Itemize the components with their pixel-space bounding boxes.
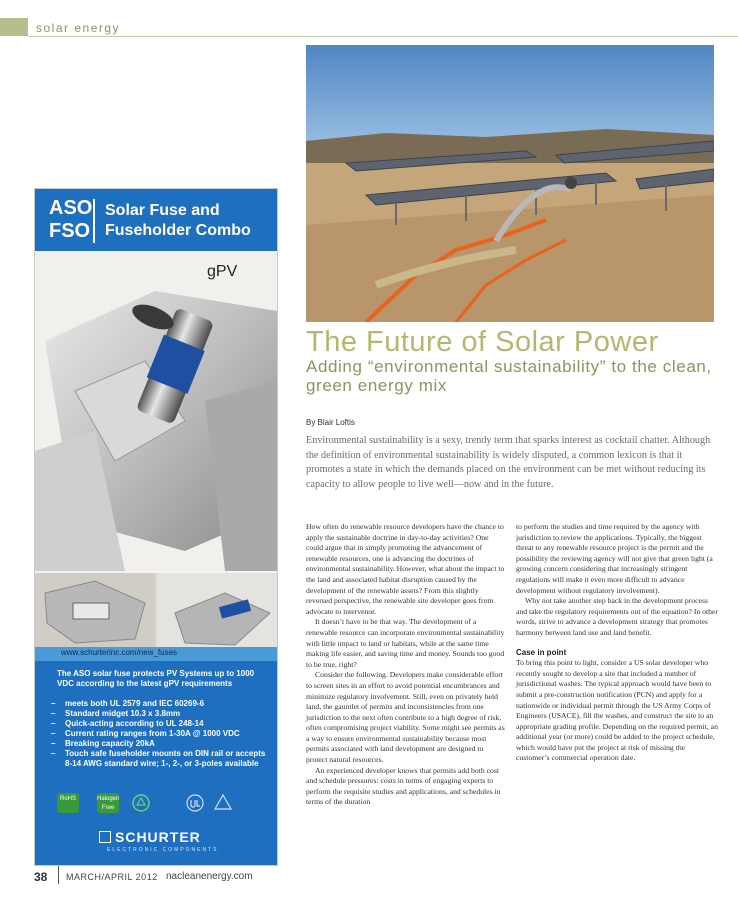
ad-feature-item: – meets both UL 2579 and IEC 60269-6 [51, 699, 271, 709]
body-paragraph: To bring this point to light, consider a US solar developer who recently sought to develop a site that included a number of jurisdictional washes. The typical approach would have been to submit a pre-construction notification (PCN) and apply for a nationwide or individual permit through the US Army Corps of Engineers (USACE), fill the washes, and construct the site to an appropriate grading profile. Depending on the required permit, an additional year (or more) could be added to the project schedule, which would have put the project at risk of missing the customer’s commercial operation date. [516, 658, 718, 763]
ad-url-link[interactable]: www.schurterinc.com/new_fuses [61, 648, 178, 657]
ad-aso-label: ASO [49, 197, 93, 219]
body-paragraph: Why not take another step back in the development process and take the regulatory requirements out of the equation? In other words, strive to advance a development strategy that promotes harmony between land use and land benefit. [516, 596, 718, 637]
rohs-badge: RoHS [57, 793, 79, 813]
ad-feature-list [51, 699, 271, 769]
schurter-logo-mark-icon [99, 831, 111, 843]
article-column-1 [306, 522, 506, 808]
page-number: 38 [34, 870, 48, 884]
schurter-advertisement[interactable] [34, 188, 278, 866]
ad-title [105, 201, 251, 241]
brand-subtitle: ELECTRONIC COMPONENTS [107, 847, 219, 853]
body-paragraph: It doesn’t have to be that way. The development of a renewable resource can incorporate environmental sustainability with little impact to land or habitats, while at the same time making life easier, and saving time and money. Sounds too good to be true, right? [306, 617, 505, 669]
article-column-2 [516, 522, 718, 764]
schurter-logo [99, 829, 201, 845]
article-title: The Future of Solar Power [306, 326, 659, 358]
ad-fso-label: FSO [49, 220, 91, 242]
ad-feature-item: – Standard midget 10.3 x 3.8mm [51, 709, 271, 719]
ad-feature-item: – Current rating ranges from 1-30A @ 1000 VDC [51, 729, 271, 739]
fuseholder-photos [35, 573, 277, 649]
header-rule [28, 36, 738, 37]
ad-gpv-label: gPV [207, 263, 238, 280]
article-intro: Environmental sustainability is a sexy, trendy term that sparks interest as cocktail chatter. Although the definition of environmental sustainability is widely disputed, a common lexicon is that it promotes a state in which the demands placed on the environment can be met without reducing its capacity to allow people to live well—now and in the future. [306, 435, 711, 490]
ul-mark-icon [185, 793, 205, 813]
ad-feature-item: – Touch safe fuseholder mounts on DIN rail or accepts 8-14 AWG standard wire; 1-, 2-, or 3-poles available [51, 749, 271, 769]
section-heading: Case in point [516, 647, 567, 657]
website-link[interactable]: nacleanenergy.com [166, 871, 253, 882]
ad-divider [93, 199, 95, 243]
ad-description: The ASO solar fuse protects PV Systems up to 1000 VDC according to the latest gPV requirements [57, 669, 255, 688]
section-color-block [0, 18, 28, 36]
certification-icon [213, 793, 233, 813]
article-byline: By Blair Loftis [306, 418, 355, 427]
ad-product-codes [49, 197, 92, 243]
brand-name: SCHURTER [115, 829, 201, 845]
ad-feature-item: – Breaking capacity 20kA [51, 739, 271, 749]
solar-farm-photo [306, 45, 714, 322]
fuse-product-photo [35, 251, 277, 571]
ad-title-line1: Solar Fuse and [105, 202, 220, 219]
halogen-free-badge: Halogen Free [97, 793, 119, 813]
body-paragraph: Consider the following. Developers make considerable effort to screen sites in an effort to avoid potential encumbrances and minimize regulatory involvement. Still, even on privately held land, the gauntlet of permits and inconsistencies from one jurisdiction to the next often contribute to a high degree of risk, often compromising project viability. Some might see permits as a way to ensure environmental sustainability because most permits associated with land development are designed to protect natural resources. [306, 670, 505, 765]
body-paragraph: How often do renewable resource developers have the chance to apply the sustainable doctrine in day-to-day activities? One could argue that in simply promoting the advancement of renewable resources, one is advancing the doctrines of environmental sustainability. However, what about the impact to the land and associated habitat disruption caused by the development of the renewable assets? From this slightly reversed perspective, the renewable site developer goes from advocate to intervenor. [306, 522, 505, 616]
ad-title-line2: Fuseholder Combo [105, 222, 251, 239]
section-label: solar energy [36, 21, 121, 35]
ad-feature-item: – Quick-acting according to UL 248-14 [51, 719, 271, 729]
article-subtitle: Adding “environmental sustainability” to the clean, green energy mix [306, 357, 712, 395]
footer-rule [58, 866, 59, 884]
body-paragraph: An experienced developer knows that permits add both cost and schedule pressures: costs in terms of engaging experts to perform the requisite studies and applications, and schedules in terms of the duration [306, 765, 501, 807]
body-paragraph: to perform the studies and time required by the agency with jurisdiction to review the applications. Typically, the biggest threat to any renewable resource project is the permit and the possibility the reviewing agency will not give that green light (a growing concern considering that increasingly stringent regulations will make it even more difficult to advance development without regulatory involvement). [516, 522, 713, 595]
recycle-icon [131, 793, 151, 813]
issue-date: MARCH/APRIL 2012 [66, 872, 158, 882]
